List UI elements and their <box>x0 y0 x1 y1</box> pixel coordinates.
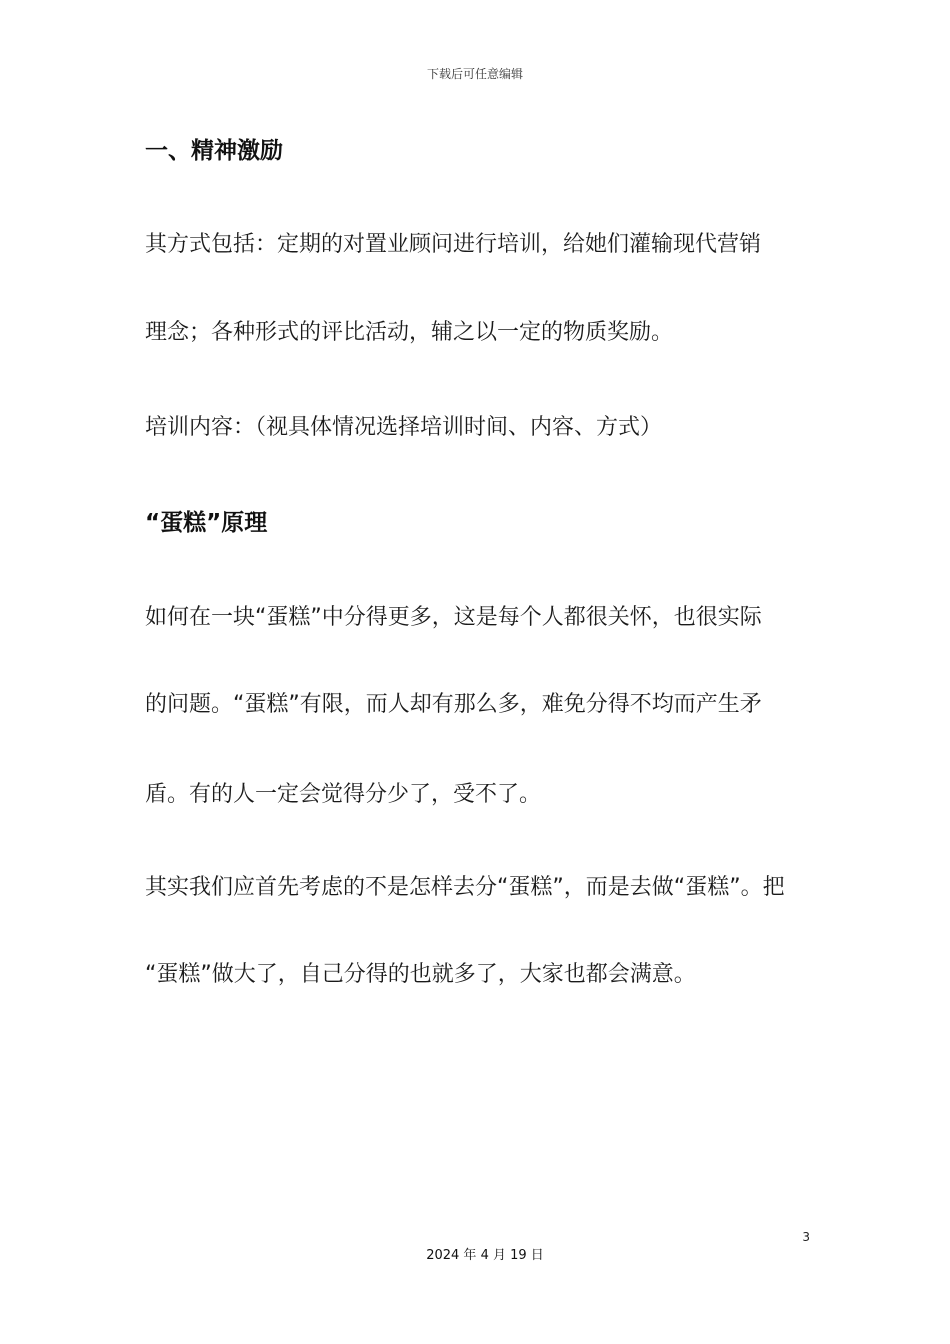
page-number: 3 <box>802 1230 810 1244</box>
paragraph-line: 盾。有的人一定会觉得分少了，受不了。 <box>145 782 542 807</box>
page-footer-date: 2024 年 4 月 19 日 <box>426 1248 544 1263</box>
paragraph-line: 如何在一块“蛋糕”中分得更多，这是每个人都很关怀，也很实际 <box>145 605 762 630</box>
paragraph-line: 培训内容：（视具体情况选择培训时间、内容、方式） <box>145 415 663 440</box>
paragraph-line: 的问题。“蛋糕”有限，而人却有那么多，难免分得不均而产生矛 <box>145 692 762 717</box>
section-heading-cake-principle: “蛋糕”原理 <box>145 510 268 536</box>
paragraph-line: 其方式包括：定期的对置业顾问进行培训，给她们灌输现代营销 <box>145 232 762 257</box>
section-heading-spiritual-incentive: 一、精神激励 <box>145 138 283 164</box>
paragraph-line: “蛋糕”做大了，自己分得的也就多了，大家也都会满意。 <box>145 962 696 987</box>
paragraph-line: 其实我们应首先考虑的不是怎样去分“蛋糕”，而是去做“蛋糕”。把 <box>145 875 785 900</box>
page-header-note: 下载后可任意编辑 <box>426 67 523 81</box>
paragraph-line: 理念；各种形式的评比活动，辅之以一定的物质奖励。 <box>145 320 674 345</box>
